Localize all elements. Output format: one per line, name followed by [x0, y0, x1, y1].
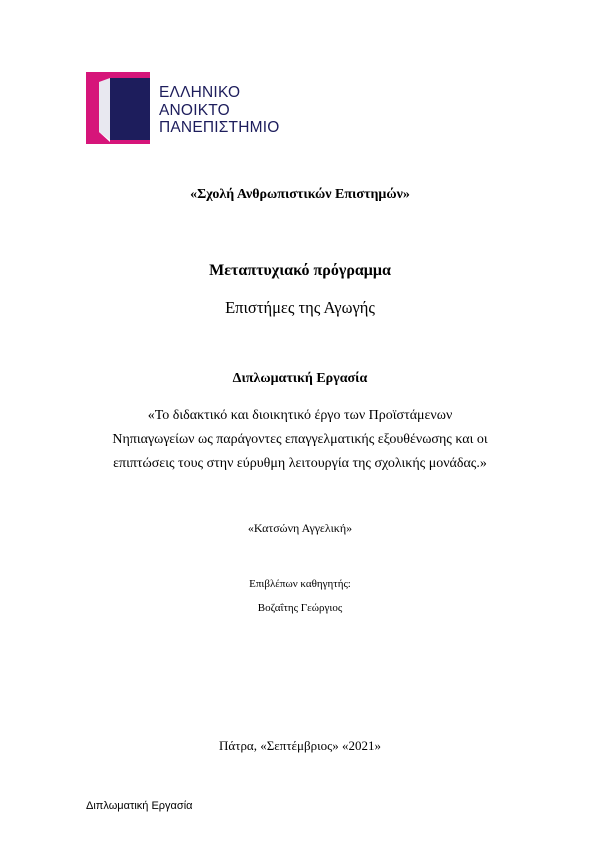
thesis-title — [0, 404, 600, 476]
place-date: Πάτρα, «Σεπτέμβριος» «2021» — [219, 738, 381, 753]
thesis-title-line-2: Νηπιαγωγείων ως παράγοντες επαγγελματικής εξουθένωσης και οι — [112, 432, 488, 447]
logo-line-2: ΑΝΟΙΚΤΟ — [159, 101, 230, 119]
page-footer: Διπλωματική Εργασία — [86, 800, 193, 812]
school-name: «Σχολή Ανθρωπιστικών Επιστημών» — [190, 187, 410, 202]
logo-line-1: ΕΛΛΗΝΙΚΟ — [159, 84, 241, 101]
program-name: Επιστήμες της Αγωγής — [225, 298, 375, 317]
thesis-title-line-1: «Το διδακτικό και διοικητικό έργο των Προϊστάμενων — [147, 408, 453, 423]
program-label: Μεταπτυχιακό πρόγραμμα — [209, 262, 391, 279]
logo-line-3: ΠΑΝΕΠΙΣΤΗΜΙΟ — [159, 119, 280, 136]
thesis-label: Διπλωματική Εργασία — [232, 371, 368, 386]
thesis-title-line-3: επιπτώσεις τους στην εύρυθμη λειτουργία της σχολικής μονάδας.» — [113, 456, 487, 471]
logo-wordmark — [159, 84, 279, 137]
author-name: «Κατσώνη Αγγελική» — [247, 521, 353, 535]
supervisor-name: Βοζαΐτης Γεώργιος — [257, 602, 343, 614]
university-logo — [86, 72, 286, 144]
supervisor-label: Επιβλέπων καθηγητής: — [249, 578, 351, 590]
book-emblem-icon — [86, 72, 156, 144]
